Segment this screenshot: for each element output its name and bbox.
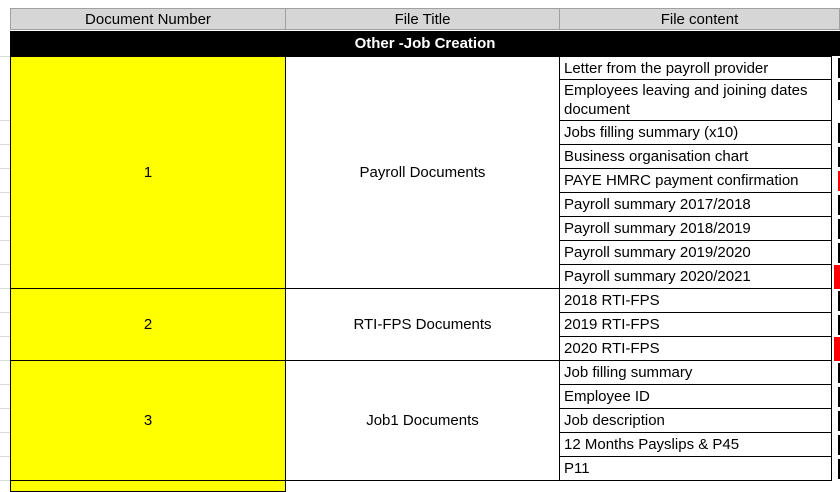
file-content-cell[interactable]: Employees leaving and joining dates document <box>559 80 832 121</box>
file-content-cell[interactable]: Payroll summary 2020/2021 <box>559 265 832 289</box>
document-number-cell[interactable] <box>10 480 286 492</box>
file-title-cell[interactable]: Job1 Documents <box>285 360 560 481</box>
sheet-gridline <box>0 264 10 265</box>
file-content-cell[interactable]: Payroll summary 2018/2019 <box>559 217 832 241</box>
sheet-gridline <box>0 336 10 337</box>
file-content-cell[interactable]: Job filling summary <box>559 361 832 385</box>
sheet-gridline <box>0 432 10 433</box>
status-cell-flag-red <box>834 337 840 361</box>
document-number-cell[interactable]: 3 <box>10 360 286 481</box>
sheet-gridline <box>0 384 10 385</box>
file-content-cell[interactable]: Jobs filling summary (x10) <box>559 121 832 145</box>
file-content-cell[interactable]: Business organisation chart <box>559 145 832 169</box>
file-content-cell[interactable]: 2018 RTI-FPS <box>559 289 832 313</box>
sheet-gridline <box>0 456 10 457</box>
document-number-cell[interactable]: 1 <box>10 56 286 289</box>
sheet-gridline <box>0 56 10 57</box>
sheet-gridline <box>0 408 10 409</box>
sheet-gridline <box>0 288 10 289</box>
sheet-gridline <box>0 240 10 241</box>
file-content-cell[interactable]: 12 Months Payslips & P45 <box>559 433 832 457</box>
file-content-cell[interactable]: 2020 RTI-FPS <box>559 337 832 361</box>
sheet-gridline <box>0 480 10 481</box>
status-cell-flag-red <box>834 265 840 289</box>
file-content-cell[interactable]: Payroll summary 2017/2018 <box>559 193 832 217</box>
file-content-cell[interactable]: Payroll summary 2019/2020 <box>559 241 832 265</box>
sheet-gridline <box>0 144 10 145</box>
sheet-gridline <box>0 192 10 193</box>
section-title[interactable]: Other -Job Creation <box>10 31 840 56</box>
sheet-gridline <box>0 216 10 217</box>
sheet-gridline <box>0 312 10 313</box>
column-header-document-number[interactable]: Document Number <box>10 8 286 30</box>
file-content-cell[interactable]: Job description <box>559 409 832 433</box>
file-content-cell[interactable]: P11 <box>559 457 832 481</box>
sheet-gridline <box>0 360 10 361</box>
file-title-cell[interactable]: RTI-FPS Documents <box>285 288 560 361</box>
sheet-gridline <box>0 168 10 169</box>
file-content-cell[interactable]: Letter from the payroll provider <box>559 56 832 80</box>
column-header-file-content[interactable]: File content <box>559 8 840 30</box>
document-number-cell[interactable]: 2 <box>10 288 286 361</box>
sheet-gridline <box>0 120 10 121</box>
file-content-cell[interactable]: 2019 RTI-FPS <box>559 313 832 337</box>
file-content-cell[interactable]: Employee ID <box>559 385 832 409</box>
file-title-cell[interactable]: Payroll Documents <box>285 56 560 289</box>
column-header-file-title[interactable]: File Title <box>285 8 560 30</box>
file-content-cell[interactable]: PAYE HMRC payment confirmation <box>559 169 832 193</box>
